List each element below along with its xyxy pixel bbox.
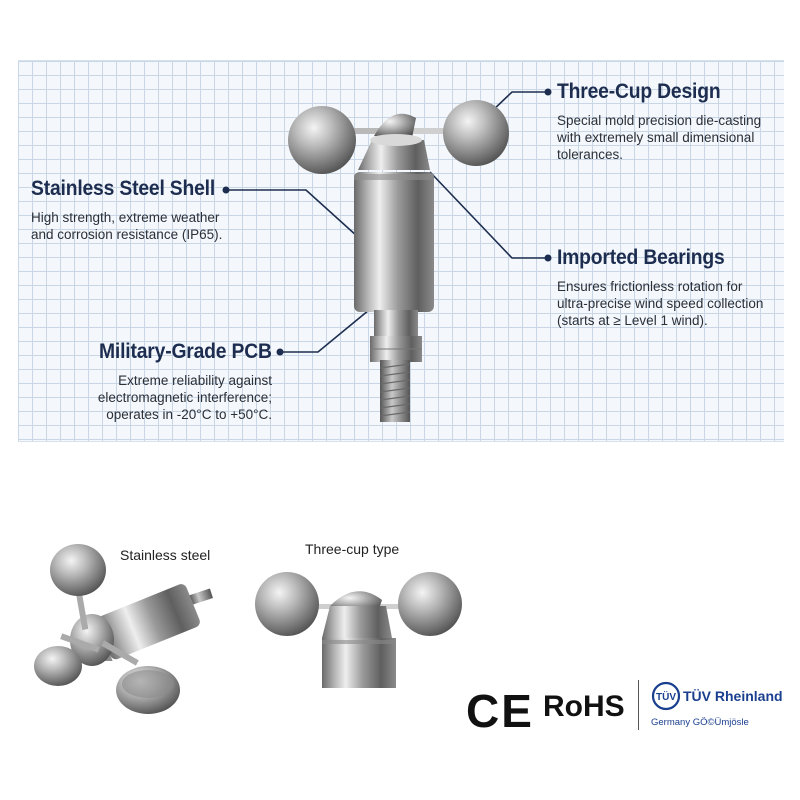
svg-text:TÜV: TÜV — [656, 692, 676, 703]
callout-title: Stainless Steel Shell — [31, 177, 216, 200]
left-cup-top — [50, 544, 106, 596]
callout-title: Imported Bearings — [557, 246, 725, 269]
callout-description: High strength, extreme weather and corrosion resistance (IP65). — [31, 210, 223, 242]
callout-description: Special mold precision die-casting with extremely small dimensional tolerances. — [557, 113, 762, 162]
callout-description: Ensures frictionless rotation for ultra-precise wind speed collection (starts at ≥ Level 1 wind). — [557, 279, 764, 328]
callout-title: Three-Cup Design — [557, 80, 721, 103]
callout-title: Military-Grade PCB — [99, 340, 272, 363]
ce-mark: CE — [466, 685, 534, 737]
left-cup-left — [34, 646, 82, 686]
tuv-rheinland-subtitle: Germany GÖ©Ümjösle — [651, 717, 749, 728]
label-stainless-steel: Stainless steel — [120, 547, 211, 563]
tuv-rheinland-name: TÜV Rheinland — [683, 688, 783, 704]
label-three-cup-type: Three-cup type — [305, 541, 400, 557]
photo-stainless-steel — [34, 544, 213, 714]
cert-divider — [638, 680, 639, 730]
right-body — [322, 638, 396, 688]
rohs-mark: RoHS — [543, 690, 625, 723]
tuv-logo-icon — [653, 683, 679, 709]
photo-three-cup-type — [255, 572, 462, 688]
right-cup-right — [398, 572, 462, 636]
callout-description: Extreme reliability against electromagnetic interference; operates in -20°C to +50°C. — [97, 373, 272, 422]
right-cup-left — [255, 572, 319, 636]
